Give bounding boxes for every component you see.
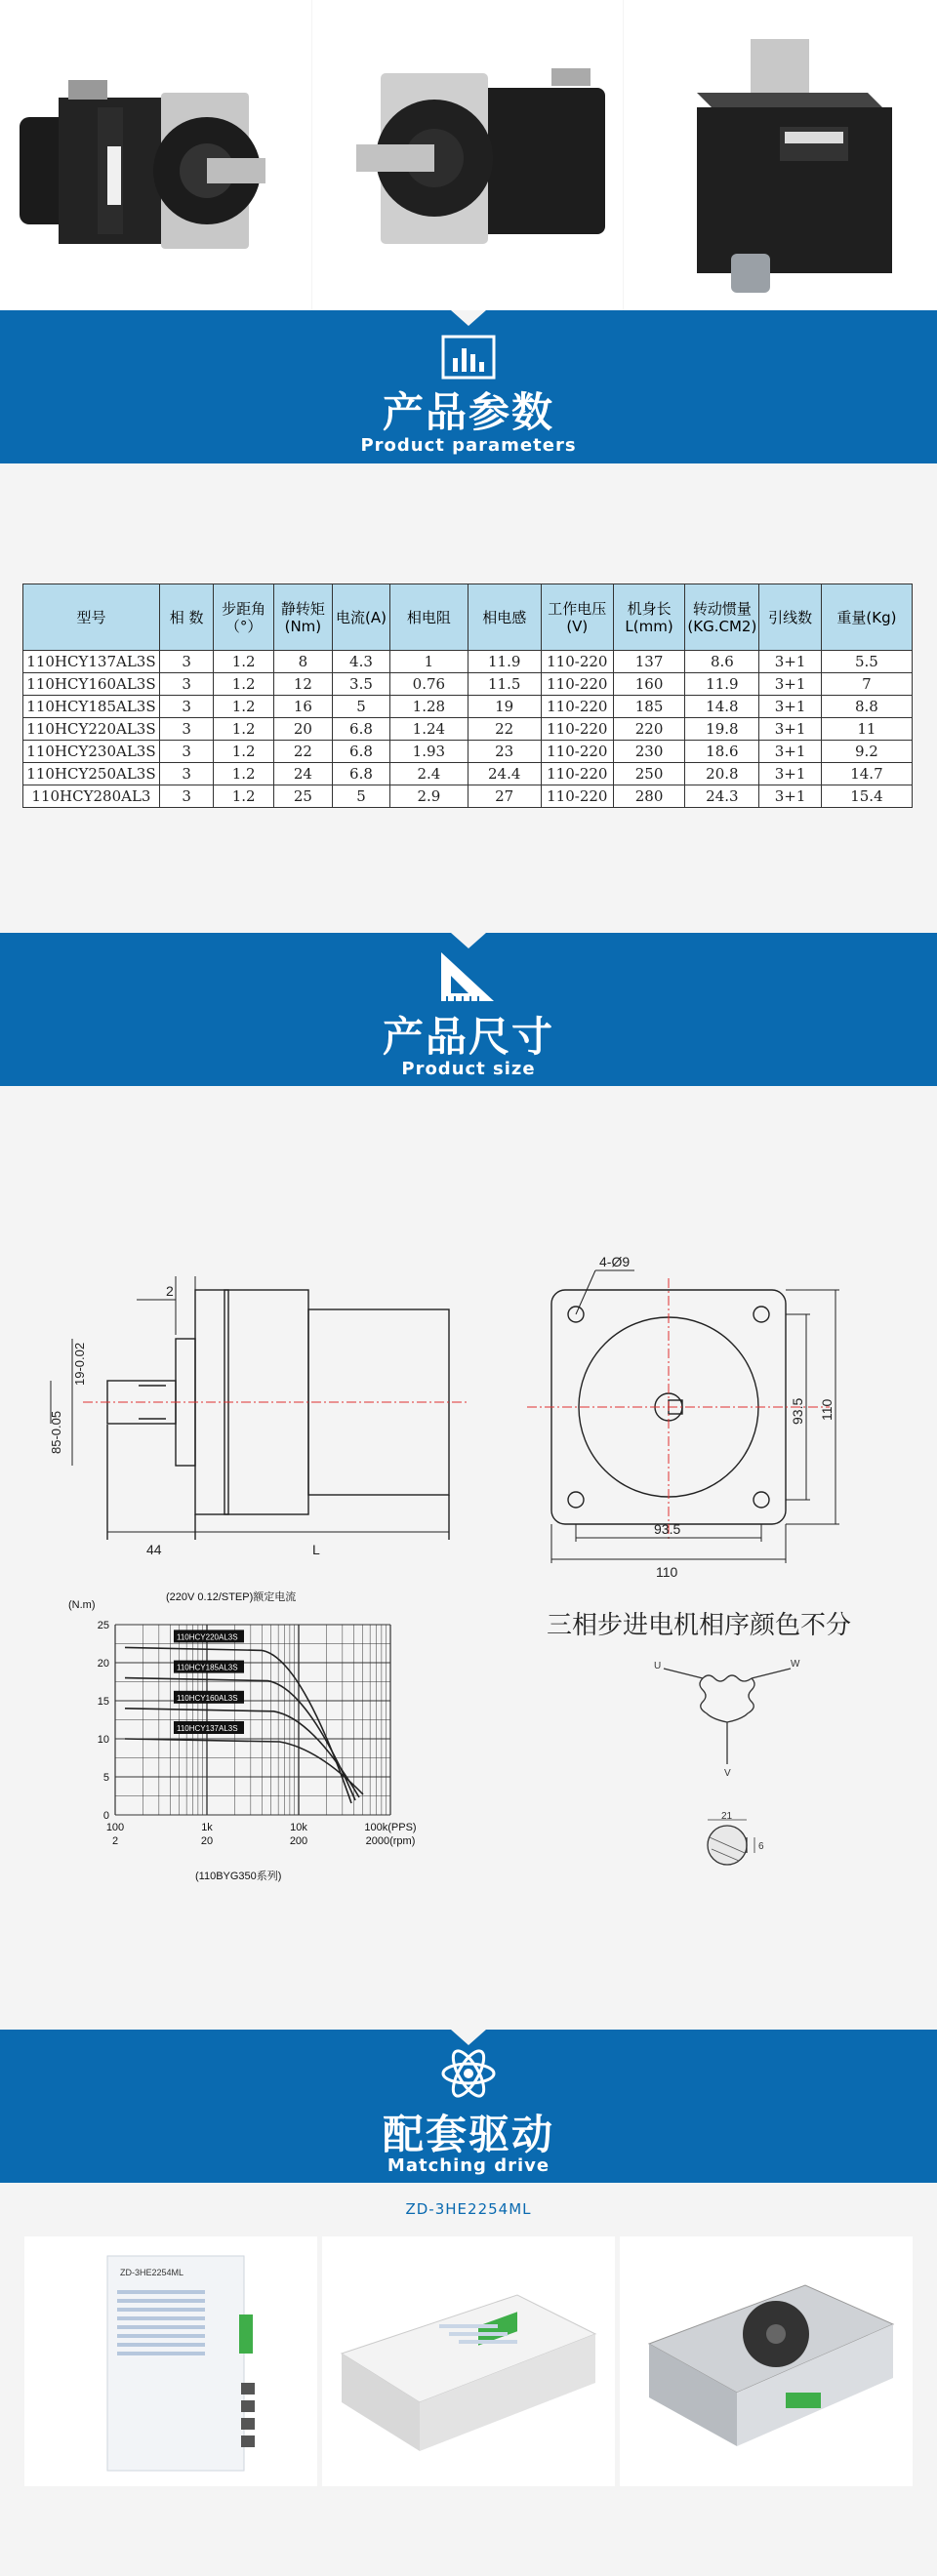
banner-notch (451, 310, 486, 326)
table-cell: 110HCY220AL3S (23, 718, 160, 741)
series-label: 110HCY137AL3S (177, 1724, 238, 1733)
table-cell: 280 (613, 785, 685, 808)
table-cell: 110HCY137AL3S (23, 651, 160, 673)
table-cell: 3 (159, 718, 213, 741)
table-cell: 220 (613, 718, 685, 741)
table-cell: 11.9 (468, 651, 541, 673)
table-cell: 12 (274, 673, 333, 696)
table-header-cell: 机身长 L(mm) (613, 584, 685, 651)
chart-y-tick: 5 (102, 1772, 109, 1784)
table-header-cell: 电流(A) (332, 584, 389, 651)
params-table (22, 584, 913, 808)
params-subtitle: Product parameters (360, 435, 577, 456)
table-cell: 27 (468, 785, 541, 808)
table-cell: 8.8 (821, 696, 912, 718)
size-title: 产品尺寸 (382, 1013, 554, 1061)
table-cell: 24 (274, 763, 333, 785)
side-view-drawing (29, 1268, 468, 1571)
drive-title: 配套驱动 (382, 2111, 554, 2158)
table-cell: 1.2 (214, 651, 274, 673)
table-cell: 4.3 (332, 651, 389, 673)
table-cell: 3 (159, 696, 213, 718)
table-cell: 24.4 (468, 763, 541, 785)
table-cell: 14.8 (685, 696, 759, 718)
chart-y-tick: 15 (97, 1696, 109, 1708)
chart-x-tick: 100 (105, 1822, 125, 1833)
wire-w-label: W (791, 1659, 800, 1670)
chart-x-tick: 20 (200, 1835, 214, 1847)
table-cell: 9.2 (821, 741, 912, 763)
chart-x-tick: 2000(rpm) (365, 1835, 416, 1847)
table-cell: 3+1 (759, 718, 822, 741)
table-cell: 1.2 (214, 741, 274, 763)
table-header-cell: 重量(Kg) (821, 584, 912, 651)
drive-photo-heatsink (620, 2236, 913, 2486)
table-cell: 7 (821, 673, 912, 696)
table-header-cell: 相电感 (468, 584, 541, 651)
chart-x-tick: 10k (290, 1822, 307, 1833)
table-header-cell: 相 数 (159, 584, 213, 651)
set-square-icon (437, 948, 498, 1005)
table-cell: 3+1 (759, 673, 822, 696)
drive-photo-front (24, 2236, 317, 2486)
table-cell: 6.8 (332, 741, 389, 763)
torque-curve (125, 1739, 363, 1794)
dim-holes: 4-Ø9 (599, 1254, 631, 1269)
table-cell: 3 (159, 785, 213, 808)
table-cell: 230 (613, 741, 685, 763)
drive-photo-label: ZD-3HE2254ML (120, 2268, 184, 2277)
dim-body-len: L (312, 1542, 320, 1557)
drive-photo-angle (322, 2236, 615, 2486)
table-cell: 110-220 (541, 741, 613, 763)
table-cell: 24.3 (685, 785, 759, 808)
table-cell: 1.93 (390, 741, 468, 763)
table-cell: 19.8 (685, 718, 759, 741)
chart-title: (220V 0.12/STEP)额定电流 (166, 1591, 297, 1603)
size-subtitle: Product size (401, 1059, 536, 1079)
series-label: 110HCY160AL3S (177, 1693, 238, 1703)
series-label: 110HCY220AL3S (177, 1632, 238, 1642)
table-cell: 110HCY160AL3S (23, 673, 160, 696)
table-cell: 22 (468, 718, 541, 741)
table-cell: 185 (613, 696, 685, 718)
table-cell: 25 (274, 785, 333, 808)
dim-shaft-dia: 85-0.05 (49, 1410, 63, 1454)
table-cell: 110-220 (541, 696, 613, 718)
table-cell: 11 (821, 718, 912, 741)
key-width-label: 21 (721, 1811, 733, 1822)
wiring-diagram (644, 1649, 810, 1781)
dim-body-h: 110 (819, 1398, 835, 1421)
dim-body-w: 110 (656, 1564, 678, 1580)
table-cell: 250 (613, 763, 685, 785)
table-cell: 1.2 (214, 718, 274, 741)
table-header-cell: 相电阻 (390, 584, 468, 651)
table-cell: 2.4 (390, 763, 468, 785)
table-header-cell: 型号 (23, 584, 160, 651)
dim-boss: 19-0.02 (72, 1342, 87, 1386)
table-cell: 110-220 (541, 785, 613, 808)
table-cell: 110HCY250AL3S (23, 763, 160, 785)
banner-notch (451, 2030, 486, 2045)
drive-model: ZD-3HE2254ML (405, 2200, 532, 2218)
table-cell: 110-220 (541, 763, 613, 785)
chart-x-tick: 100k(PPS) (364, 1822, 417, 1833)
table-header-row (23, 584, 913, 651)
table-cell: 110-220 (541, 651, 613, 673)
torque-chart (59, 1590, 478, 1883)
table-cell: 160 (613, 673, 685, 696)
table-cell: 19 (468, 696, 541, 718)
chart-x-tick: 200 (289, 1835, 308, 1847)
dim-holes-w: 93.5 (654, 1521, 681, 1537)
chart-y-tick: 20 (97, 1658, 109, 1670)
table-cell: 8.6 (685, 651, 759, 673)
table-cell: 110HCY185AL3S (23, 696, 160, 718)
motor-photo-side (0, 0, 311, 310)
drive-subtitle: Matching drive (387, 2155, 550, 2176)
motor-photo-front (312, 0, 623, 310)
motor-photo-angle (624, 0, 937, 310)
table-header-cell: 引线数 (759, 584, 822, 651)
table-header-cell: 工作电压(V) (541, 584, 613, 651)
shaft-key-section (688, 1810, 776, 1869)
table-cell: 20 (274, 718, 333, 741)
table-cell: 1.24 (390, 718, 468, 741)
table-row (23, 696, 913, 718)
table-cell: 110HCY230AL3S (23, 741, 160, 763)
bar-chart-icon (441, 335, 496, 380)
table-cell: 1.2 (214, 696, 274, 718)
table-row (23, 651, 913, 673)
table-cell: 20.8 (685, 763, 759, 785)
chart-y-tick: 0 (102, 1810, 109, 1822)
table-cell: 1.2 (214, 763, 274, 785)
params-title: 产品参数 (382, 388, 554, 436)
table-cell: 14.7 (821, 763, 912, 785)
table-cell: 3+1 (759, 763, 822, 785)
banner-notch (451, 933, 486, 948)
table-cell: 23 (468, 741, 541, 763)
chart-y-tick: 25 (97, 1620, 109, 1631)
table-cell: 16 (274, 696, 333, 718)
table-cell: 15.4 (821, 785, 912, 808)
table-cell: 2.9 (390, 785, 468, 808)
table-row (23, 763, 913, 785)
table-cell: 3+1 (759, 785, 822, 808)
table-cell: 22 (274, 741, 333, 763)
dim-shaft-len: 44 (146, 1542, 162, 1557)
table-cell: 5.5 (821, 651, 912, 673)
table-cell: 110-220 (541, 718, 613, 741)
table-cell: 3+1 (759, 651, 822, 673)
table-cell: 6.8 (332, 763, 389, 785)
front-view-drawing (517, 1249, 917, 1581)
table-cell: 3 (159, 651, 213, 673)
table-header-cell: 步距角（°） (214, 584, 274, 651)
atom-icon (439, 2044, 498, 2103)
table-header-cell: 静转矩(Nm) (274, 584, 333, 651)
wire-u-label: U (654, 1661, 662, 1671)
table-cell: 3 (159, 763, 213, 785)
table-cell: 5 (332, 696, 389, 718)
table-row (23, 741, 913, 763)
table-cell: 11.5 (468, 673, 541, 696)
table-cell: 3+1 (759, 741, 822, 763)
table-cell: 3.5 (332, 673, 389, 696)
table-cell: 1.2 (214, 785, 274, 808)
phase-note: 三相步进电机相序颜色不分 (547, 1611, 852, 1640)
table-cell: 110HCY280AL3 (23, 785, 160, 808)
table-cell: 1.28 (390, 696, 468, 718)
table-cell: 1.2 (214, 673, 274, 696)
chart-x-tick: 2 (111, 1835, 119, 1847)
chart-y-tick: 10 (97, 1734, 109, 1746)
chart-unit: (N.m) (68, 1599, 96, 1611)
table-cell: 110-220 (541, 673, 613, 696)
table-row (23, 718, 913, 741)
table-row (23, 785, 913, 808)
chart-footer: (110BYG350系列) (195, 1871, 282, 1882)
table-cell: 0.76 (390, 673, 468, 696)
table-row (23, 673, 913, 696)
table-cell: 3 (159, 673, 213, 696)
key-depth-label: 6 (758, 1841, 764, 1852)
table-cell: 6.8 (332, 718, 389, 741)
table-cell: 11.9 (685, 673, 759, 696)
table-cell: 137 (613, 651, 685, 673)
table-cell: 3 (159, 741, 213, 763)
table-cell: 18.6 (685, 741, 759, 763)
table-cell: 8 (274, 651, 333, 673)
table-cell: 1 (390, 651, 468, 673)
dim-flange: 2 (166, 1283, 174, 1299)
table-cell: 5 (332, 785, 389, 808)
table-header-cell: 转动惯量 (KG.CM2) (685, 584, 759, 651)
dim-holes-h: 93.5 (790, 1397, 805, 1425)
wire-v-label: V (724, 1768, 731, 1779)
table-cell: 3+1 (759, 696, 822, 718)
chart-x-tick: 1k (201, 1822, 213, 1833)
series-label: 110HCY185AL3S (177, 1663, 238, 1672)
